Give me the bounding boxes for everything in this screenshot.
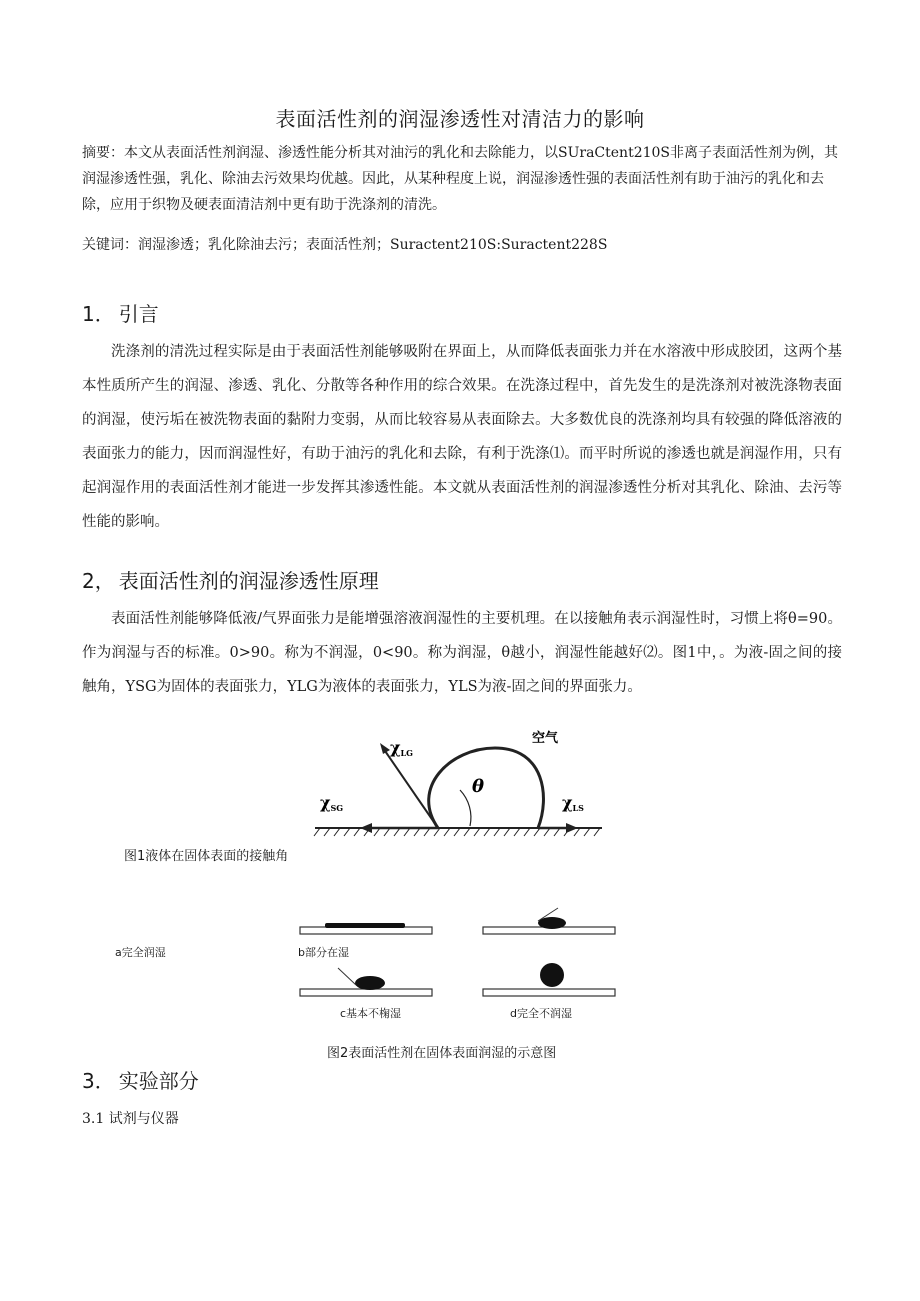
- figure-1-caption: 图1液体在固体表面的接触角: [124, 849, 289, 864]
- abstract: 摘要：本文从表面活性剂润湿、渗透性能分析其对油污的乳化和去除能力，以SUraCtent210S非离子表面活性剂为例，其润湿渗透性强，乳化、除油去污效果均优越。因此，从某种程度上说，润湿渗透性强的表面活性剂有助于油污的乳化和去除，应用于织物及硬表面清洁剂中更有助于洗涤剂的清洗。: [82, 145, 839, 213]
- section-2-title: 表面活性剂的润湿渗透性原理: [118, 569, 379, 593]
- section-3-number: 3．: [82, 1069, 115, 1093]
- section-1-title: 引言: [118, 302, 159, 326]
- figure-2-label-d: d完全不润湿: [510, 1007, 572, 1020]
- gamma-ls-label: [562, 793, 584, 813]
- section-1-number: 1．: [82, 302, 115, 326]
- section-3-title: 实验部分: [118, 1069, 199, 1093]
- keywords: 关键词：润湿渗透；乳化除油去污；表面活性剂；Suractent210S:Suractent228S: [82, 237, 608, 253]
- section-2-body: 表面活性剂能够降低液/气界面张力是能增强溶液润湿性的主要机理。在以接触角表示润湿性时，习惯上将θ=90。作为润湿与否的标准。0>90。称为不润湿，0<90。称为润湿，θ越小，润湿性能越好⑵。图1中，。为液-固之间的接触角，YSG为固体的表面张力，YLG为液体的表面张力，YLS为液-固之间的界面张力。: [82, 611, 842, 695]
- section-3-heading: [82, 1065, 199, 1094]
- figure-2-label-c: c基本不椈湿: [340, 1007, 402, 1020]
- section-3-1-heading: 3.1 试剂与仪器: [82, 1111, 179, 1127]
- figure-2-caption: 图2表面活性剂在固体表面润湿的示意图: [327, 1046, 557, 1061]
- figure-2-label-a: a完全润湿: [115, 946, 166, 959]
- gamma-lg-subscript: LG: [400, 748, 413, 758]
- section-2-heading: [82, 565, 379, 594]
- gamma-sg-symbol: χ: [320, 793, 331, 812]
- section-1-body: 洗涤剂的清洗过程实际是由于表面活性剂能够吸附在界面上，从而降低表面张力并在水溶液中形成胶团，这两个基本性质所产生的润湿、渗透、乳化、分散等各种作用的综合效果。在洗涤过程中，首先发生的是洗涤剂对被洗涤物表面的润湿，使污垢在被洗物表面的黏附力变弱，从而比较容易从表面除去。大多数优良的洗涤剂均具有较强的降低溶液的表面张力的能力，因而润湿性好，有助于油污的乳化和去除，有利于洗涤⑴。而平时所说的渗透也就是润湿作用，只有起润湿作用的表面活性剂才能进一步发挥其渗透性能。本文就从表面活性剂的润湿渗透性分析对其乳化、除油、去污等性能的影响。: [82, 344, 842, 530]
- gamma-lg-symbol: χ: [390, 738, 401, 757]
- gamma-sg-subscript: SG: [330, 803, 344, 813]
- section-2-number: 2，: [82, 569, 115, 593]
- theta-label: θ: [472, 776, 485, 797]
- figure-2-label-b: b部分在湿: [298, 946, 349, 959]
- gamma-sg-label: [320, 793, 343, 813]
- gamma-ls-subscript: LS: [572, 803, 584, 813]
- page-title: 表面活性剂的润湿渗透性对清洁力的影响: [275, 107, 645, 131]
- figure-1-contact-angle-diagram: [310, 718, 610, 848]
- air-label: 空气: [532, 731, 559, 746]
- gamma-ls-symbol: χ: [562, 793, 573, 812]
- section-1-heading: [82, 298, 159, 327]
- gamma-lg-label: [390, 738, 413, 758]
